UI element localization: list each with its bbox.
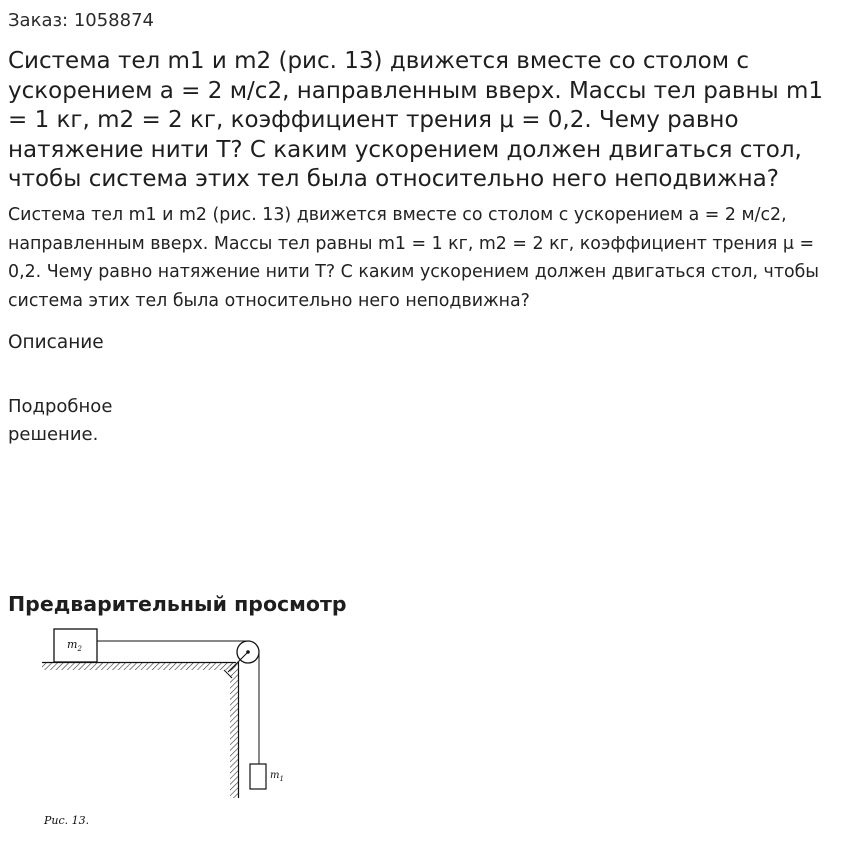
figure-caption: Рис. 13.: [44, 814, 90, 827]
problem-description: Система тел m1 и m2 (рис. 13) движется вместе со столом с ускорением а = 2 м/с2, направленным вверх. Массы тел равны m1 = 1 кг, m2 = 2 кг, коэффициент трения μ = 0,2. Чему равно натяжение нити Т? С каким ускорением должен двигаться стол, чтобы система этих тел была относительно него неподвижна?: [8, 205, 820, 311]
block-m2-label: $m_2$: [67, 638, 82, 653]
preview-figure: [30, 622, 310, 832]
preview-heading: Предварительный просмотр: [8, 592, 347, 616]
solution-text: Подробное решение.: [8, 396, 113, 445]
order-number: Заказ: 1058874: [8, 10, 154, 31]
block-m1-label: $m_1$: [270, 770, 284, 783]
table-surface-hatch: [42, 663, 236, 670]
physics-diagram: [30, 622, 310, 832]
table-wall-hatch: [230, 663, 238, 798]
description-label: Описание: [8, 332, 104, 353]
block-m1: [250, 764, 266, 789]
page-title: Система тел m1 и m2 (рис. 13) движется вместе со столом с ускорением а = 2 м/с2, направленным вверх. Массы тел равны m1 = 1 кг, m2 = 2 кг, коэффициент трения μ = 0,2. Чему равно натяжение нити Т? С каким ускорением должен двигаться стол, чтобы система этих тел была относительно него неподвижна?: [8, 48, 824, 192]
